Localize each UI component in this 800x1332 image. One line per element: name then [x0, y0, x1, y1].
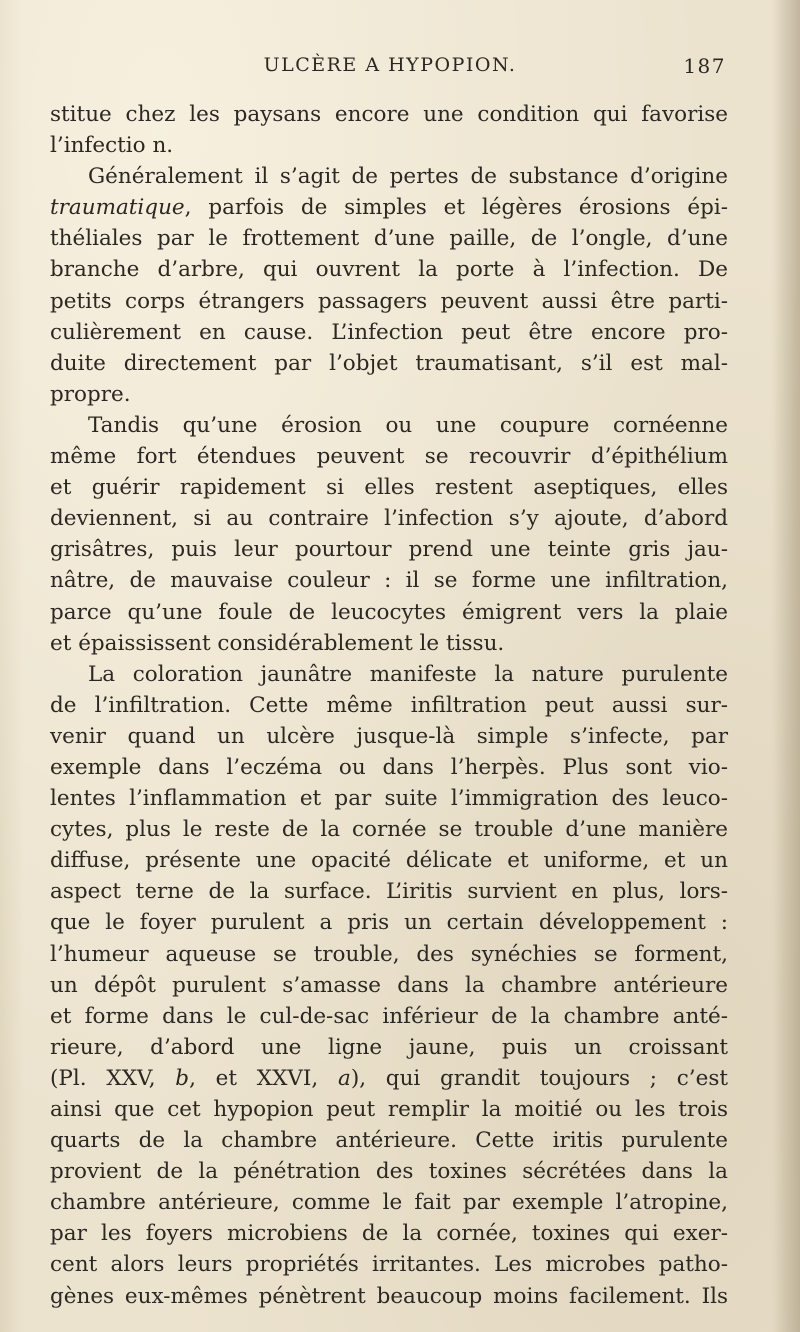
text-line: culièrement en cause. L’infection peut être encore pro- — [50, 319, 728, 345]
text-line: aspect terne de la surface. L’iritis survient en plus, lors- — [50, 879, 728, 905]
text-line: rieure, d’abord une ligne jaune, puis un croissant — [50, 1034, 728, 1060]
text-line: venir quand un ulcère jusque-là simple s’infecte, par — [50, 723, 728, 749]
text-line: l’humeur aqueuse se trouble, des synéchies se forment, — [50, 941, 728, 967]
italic-letter: b — [175, 1065, 190, 1091]
text-line: Généralement il s’agit de pertes de substance d’origine — [88, 164, 728, 190]
text-line: Tandis qu’une érosion ou une coupure cornéenne — [88, 412, 728, 438]
page-edge-shadow — [774, 0, 800, 1332]
text-line: stitue chez les paysans encore une condition qui favorise — [50, 102, 728, 127]
page-number: 187 — [683, 54, 726, 78]
text-line: l’infectio n. — [50, 133, 174, 159]
text-line: cent alors leurs propriétés irritantes. Les microbes patho- — [50, 1252, 728, 1278]
text-line: duite directement par l’objet traumatisant, s’il est mal- — [50, 350, 728, 376]
text-line: deviennent, si au contraire l’infection s’y ajoute, d’abord — [50, 506, 728, 532]
text-line: propre. — [50, 381, 131, 407]
text-line: branche d’arbre, qui ouvrent la porte à l’infection. De — [50, 257, 728, 283]
text-line: cytes, plus le reste de la cornée se trouble d’une manière — [50, 817, 728, 843]
text-line: et forme dans le cul-de-sac inférieur de la chambre anté- — [50, 1003, 728, 1029]
italic-term: traumatique — [50, 195, 185, 221]
italic-letter: a — [338, 1065, 351, 1091]
text-line: chambre antérieure, comme le fait par exemple l’atropine, — [50, 1190, 728, 1216]
text-line: lentes l’inflammation et par suite l’immigration des leuco- — [50, 786, 728, 812]
text-line: et guérir rapidement si elles restent aseptiques, elles — [50, 475, 728, 501]
text-line: théliales par le frottement d’une paille, de l’ongle, d’une — [50, 226, 728, 252]
text-line: et épaississent considérablement le tissu. — [50, 630, 505, 656]
text-line: (Pl. XXV, b, et XXVI, a), qui grandit toujours ; c’est — [50, 1065, 729, 1091]
text-line: provient de la pénétration des toxines sécrétées dans la — [50, 1159, 728, 1185]
text-line: ainsi que cet hypopion peut remplir la moitié ou les trois — [50, 1097, 728, 1122]
body-text — [50, 99, 728, 1312]
text-line: grisâtres, puis leur pourtour prend une teinte gris jau- — [50, 537, 728, 563]
text-line: quarts de la chambre antérieure. Cette iritis purulente — [50, 1128, 728, 1154]
text-line: parce qu’une foule de leucocytes émigrent vers la plaie — [50, 599, 728, 625]
text-line: exemple dans l’eczéma ou dans l’herpès. Plus sont vio- — [50, 754, 728, 780]
text-line: gènes eux-mêmes pénètrent beaucoup moins facilement. Ils — [50, 1283, 728, 1309]
text-line: traumatique, parfois de simples et légères érosions épi- — [50, 195, 728, 221]
text-line: un dépôt purulent s’amasse dans la chambre antérieure — [50, 972, 728, 998]
text-line: par les foyers microbiens de la cornée, toxines qui exer- — [50, 1221, 728, 1247]
running-title: ULCÈRE A HYPOPION. — [263, 54, 517, 76]
running-head — [50, 54, 730, 84]
text-line: de l’infiltration. Cette même infiltration peut aussi sur- — [50, 692, 728, 718]
text-line: même fort étendues peuvent se recouvrir d’épithélium — [50, 444, 728, 470]
text-line: nâtre, de mauvaise couleur : il se forme une infiltration, — [50, 568, 728, 594]
text-line: que le foyer purulent a pris un certain développement : — [50, 910, 728, 936]
text-line: La coloration jaunâtre manifeste la nature purulente — [88, 661, 728, 687]
text-line: diffuse, présente une opacité délicate et uniforme, et un — [50, 848, 728, 874]
text-line: petits corps étrangers passagers peuvent aussi être parti- — [50, 288, 728, 314]
